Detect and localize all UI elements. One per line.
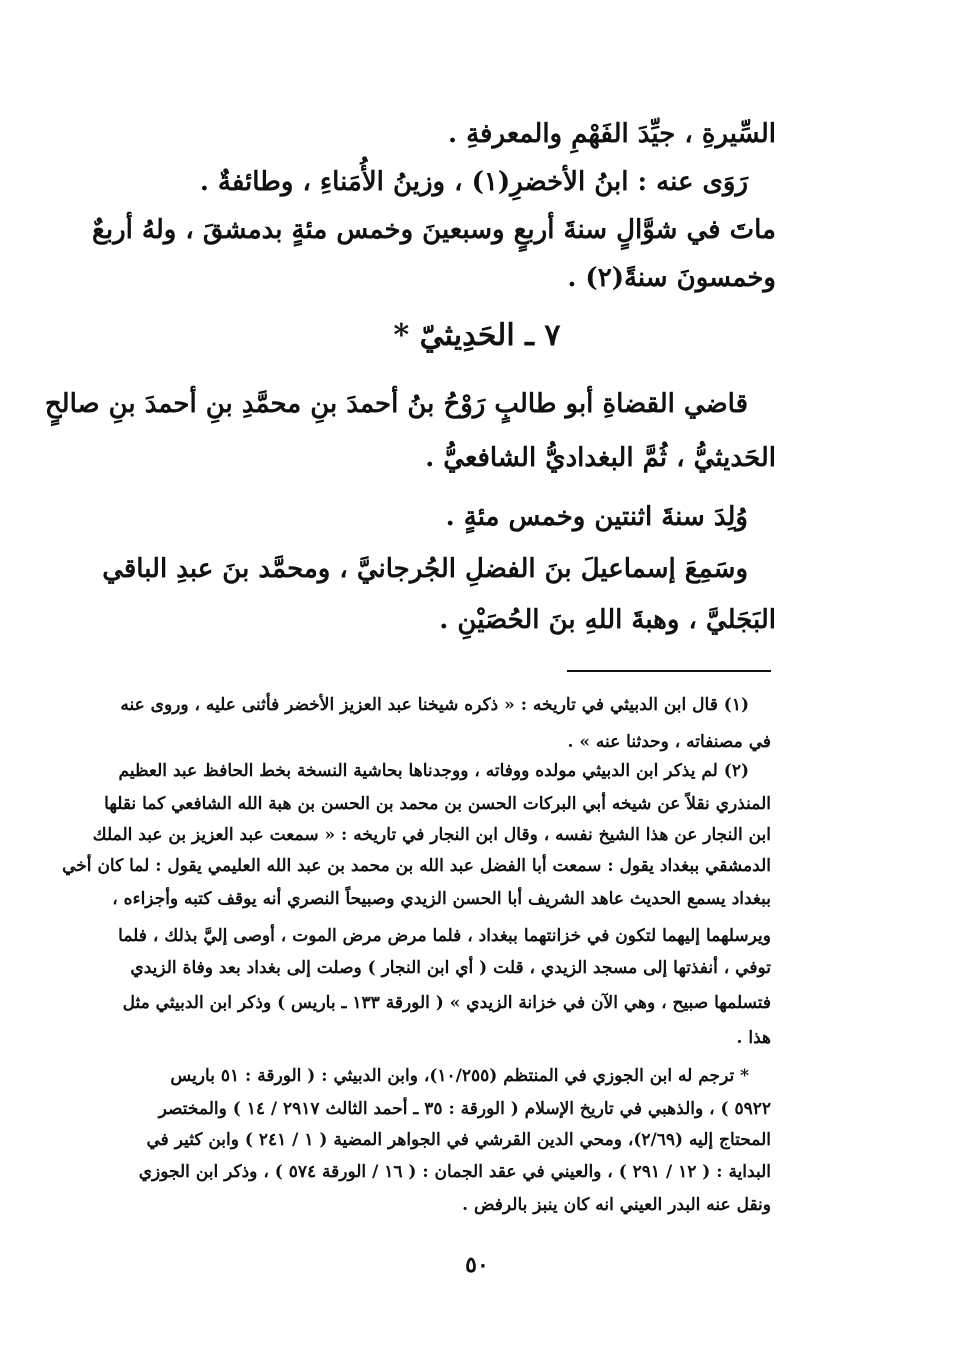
entry-heading: ٧ ـ الحَدِيثيّ * [393, 318, 561, 353]
footnote-line: ويرسلهما إليهما لتكون في خزانتهما ببغداد ، فلما مرض مرض الموت ، أوصى إليَّ بذلك ، فلما [118, 926, 771, 946]
text-line: وخمسونَ سنةً(٢) . [567, 263, 776, 293]
footnote-separator [567, 670, 771, 672]
footnote-line: ابن النجار عن هذا الشيخ نفسه ، وقال ابن النجار في تاريخه : « سمعت عبد العزيز بن عبد الملك [92, 825, 771, 845]
source-note-line: المحتاج إليه (٢/٦٩)، ومحي الدين القرشي في الجواهر المضية ( ١ / ٢٤١ ) وابن كثير في [146, 1130, 771, 1150]
text-line: رَوَى عنه : ابنُ الأخضرِ(١) ، وزينُ الأُمَناءِ ، وطائفةٌ . [199, 167, 748, 197]
text-line: قاضي القضاةِ أبو طالبٍ رَوْحُ بنُ أحمدَ بنِ محمَّدِ بنِ أحمدَ بنِ صالحٍ [44, 389, 748, 419]
text-line: وُلِدَ سنةَ اثنتين وخمس مئةٍ . [445, 502, 748, 532]
footnote-line: توفي ، أنفذتها إلى مسجد الزيدي ، قلت ( أي ابن النجار ) وصلت إلى بغداد بعد وفاة الزيدي [130, 958, 771, 978]
source-note-line: ونقل عنه البدر العيني انه كان ينبز بالرفض . [462, 1195, 771, 1215]
text-line: ماتَ في شوَّالٍ سنةَ أربعٍ وسبعينَ وخمس مئةٍ بدمشقَ ، ولهُ أربعٌ [92, 215, 776, 245]
footnote-line: في مصنفاته ، وحدثنا عنه » . [567, 732, 771, 752]
text-line: وسَمِعَ إسماعيلَ بنَ الفضلِ الجُرجانيَّ ، ومحمَّد بنَ عبدِ الباقي [102, 554, 748, 584]
footnote-line: المنذري نقلاً عن شيخه أبي البركات الحسن بن محمد بن الحسن بن هبة الله الشافعي كما نقلها [104, 794, 771, 814]
text-line: الحَديثيُّ ، ثُمَّ البغداديُّ الشافعيُّ . [425, 443, 776, 473]
text-line: البَجَليَّ ، وهبةَ اللهِ بنَ الحُصَيْنِ . [439, 605, 776, 635]
source-note-line: ٥٩٢٢ ) ، والذهبي في تاريخ الإسلام ( الورقة : ٣٥ ـ أحمد الثالث ٢٩١٧ / ١٤ ) والمختصر [158, 1099, 771, 1119]
footnote-line: (١) قال ابن الدبيثي في تاريخه : « ذكره شيخنا عبد العزيز الأخضر فأثنى عليه ، وروى عنه [120, 695, 749, 715]
footnote-line: ببغداد يسمع الحديث عاهد الشريف أبا الحسن الزيدي وصبيحاً النصري أنه يوقف كتبه وأجزاءه ، [112, 889, 771, 909]
footnote-line: الدمشقي ببغداد يقول : سمعت أبا الفضل عبد الله بن محمد بن عبد الله العليمي يقول : لما كان أخي [62, 856, 771, 876]
source-note-line: البداية : ( ١٢ / ٢٩١ ) ، والعيني في عقد الجمان : ( ١٦ / الورقة ٥٧٤ ) ، وذكر ابن الجوزي [138, 1162, 771, 1182]
footnote-line: هذا . [736, 1028, 771, 1048]
footnote-line: (٢) لم يذكر ابن الدبيثي مولده ووفاته ، ووجدناها بحاشية النسخة بخط الحافظ عبد العظيم [118, 761, 749, 781]
source-note-line: * ترجم له ابن الجوزي في المنتظم (١٠/٢٥٥)، وابن الدبيثي : ( الورقة : ٥١ باريس [170, 1066, 749, 1086]
footnote-line: فتسلمها صبيح ، وهي الآن في خزانة الزيدي » ( الورقة ١٣٣ ـ باريس ) وذكر ابن الدبيثي مثل [122, 993, 771, 1013]
text-line: السِّيرةِ ، جيِّدَ الفَهْمِ والمعرفةِ . [448, 119, 776, 149]
page-number: ٥٠ [465, 1252, 489, 1278]
